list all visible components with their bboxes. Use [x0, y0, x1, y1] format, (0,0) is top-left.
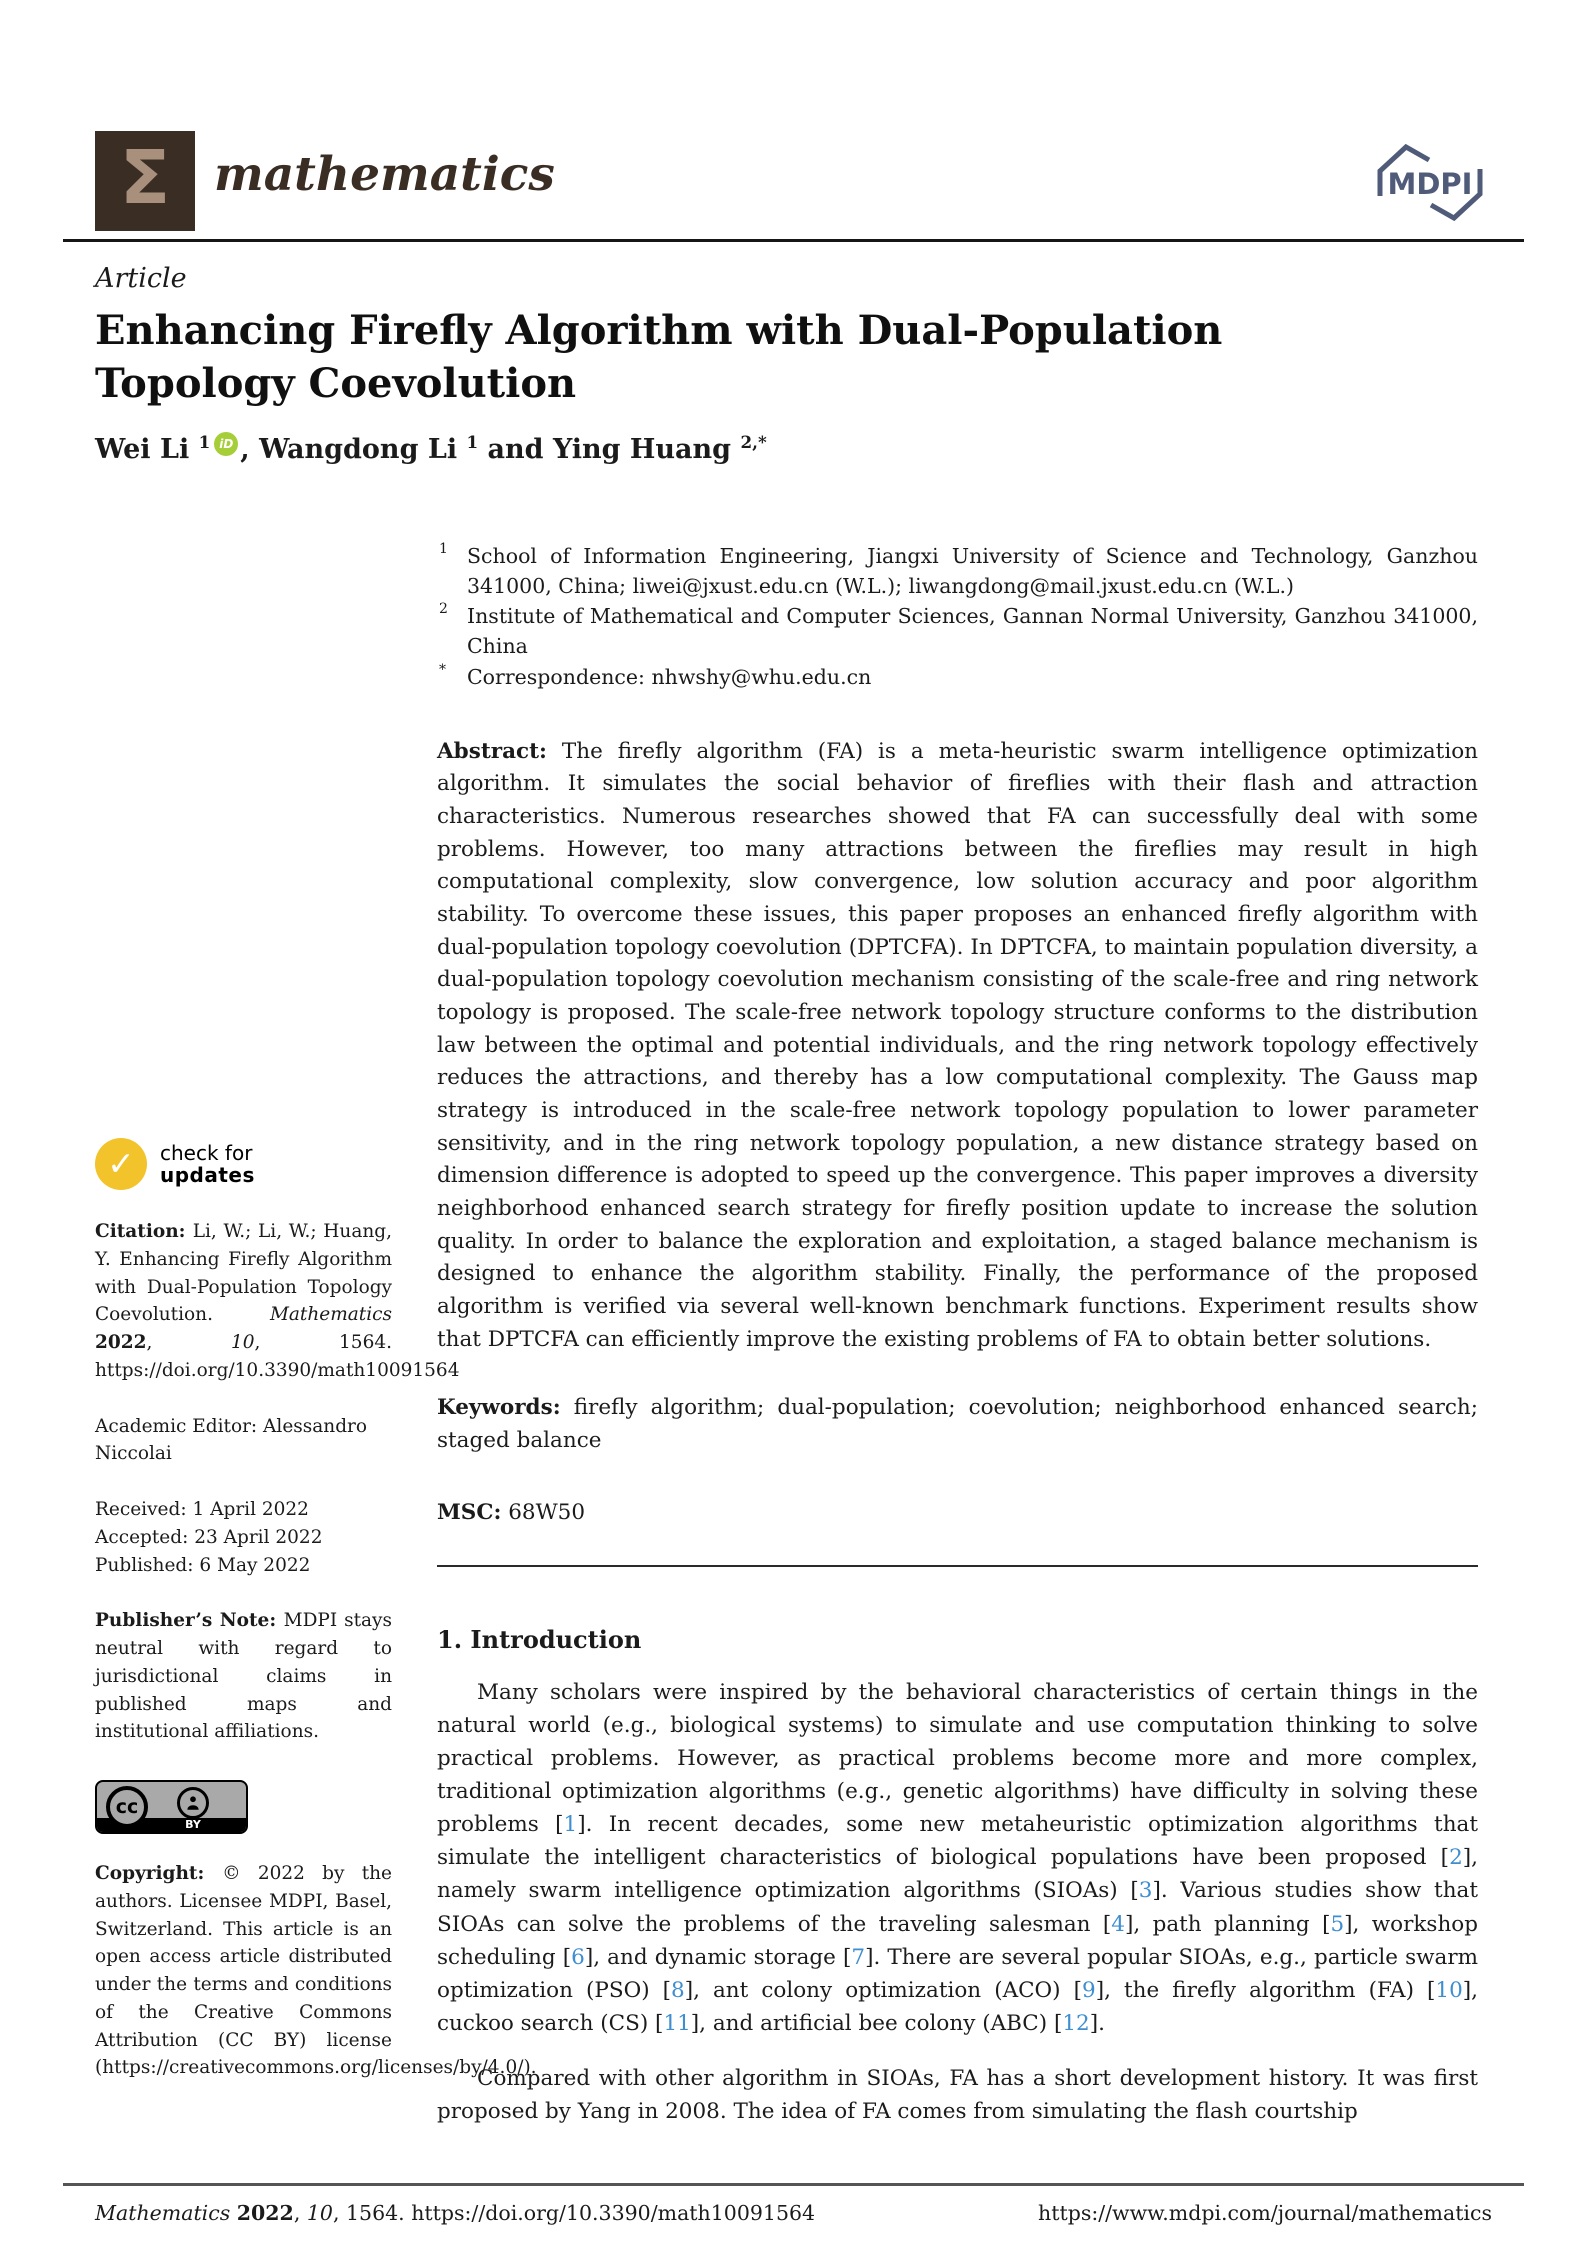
check-icon: ✓: [95, 1138, 147, 1190]
text-segment: 10: [306, 2201, 333, 2225]
text-segment: ,: [146, 1332, 231, 1353]
page-title: Enhancing Firefly Algorithm with Dual-Population Topology Coevolution: [95, 307, 1223, 407]
citation-ref[interactable]: 5: [1330, 1911, 1345, 1937]
text-segment: 10: [231, 1332, 255, 1353]
text-segment: ], path planning [: [1124, 1911, 1331, 1937]
text-segment: Publisher’s Note:: [95, 1610, 284, 1632]
by-label: BY: [185, 1818, 201, 1831]
publisher-note: [95, 1607, 392, 1746]
affiliation-text: Institute of Mathematical and Computer Sciences, Gannan Normal University, Ganzhou 341000, China: [467, 604, 1478, 659]
footer-journal-url: https://www.mdpi.com/journal/mathematics: [1038, 2201, 1492, 2225]
orcid-icon[interactable]: iD: [214, 432, 238, 456]
citation-note: [95, 1218, 460, 1385]
attribution-person-icon: [177, 1787, 209, 1819]
article-dates: [95, 1496, 392, 1579]
text-segment: Mathematics: [269, 1304, 392, 1326]
text-segment: 1: [466, 432, 479, 452]
affiliation-marker: 2: [439, 601, 448, 618]
affiliation-2: [437, 601, 1478, 661]
text-segment: Li, W.; Li, W.; Huang, Y. Enhancing Firefly Algorithm with Dual-Population Topology Coevolution.: [95, 1221, 392, 1326]
text-segment: © 2022 by the authors. Licensee MDPI, Basel, Switzerland. This article is an open access article distributed under the terms and conditions of the Creative Commons Attribution (CC BY) license (https://creativecommons.org/licenses/by/4.0/).: [95, 1863, 537, 2079]
affiliation-text: School of Information Engineering, Jiangxi University of Science and Technology, Ganzhou 341000, China; liwei@jxust.edu.cn (W.L.); liwangdong@mail.jxust.edu.cn (W.L.): [467, 544, 1478, 599]
citation-ref[interactable]: 1: [563, 1812, 578, 1838]
accepted-date: Accepted: 23 April 2022: [95, 1526, 323, 1548]
text-segment: Citation:: [95, 1221, 193, 1242]
sigma-icon: Σ: [119, 135, 171, 221]
text-segment: 2022: [95, 1332, 147, 1353]
mdpi-logo: [1375, 143, 1485, 227]
authors-line: [95, 432, 767, 465]
text-segment: ], namely swarm intelligence optimization algorithms (SIOAs) [: [437, 1845, 1478, 1904]
text-segment: MDPI stays neutral with regard to jurisdictional claims in published maps and institutional affiliations.: [95, 1610, 392, 1743]
received-date: Received: 1 April 2022: [95, 1499, 309, 1520]
footer-citation: [95, 2201, 815, 2225]
text-segment: Mathematics: [95, 2201, 237, 2225]
introduction-paragraph-1: [437, 1676, 1478, 2040]
citation-ref[interactable]: 3: [1138, 1878, 1153, 1904]
text-segment: ]. There are several popular SIOAs, e.g., particle swarm optimization (PSO) [: [437, 1944, 1478, 2003]
text-segment: , Wangdong Li: [240, 434, 467, 465]
text-segment: Many scholars were inspired by the behavioral characteristics of certain things in the natural world (e.g., biological systems) to simulate and use computation thinking to solve practical problems. However, as practical problems become more and more complex, traditional optimization algorithms (e.g., genetic algorithms) have difficulty in solving these problems [: [437, 1679, 1478, 1838]
main-column: [437, 541, 1478, 2128]
text-segment: ], workshop scheduling [: [437, 1911, 1479, 1970]
text-segment: ], cuckoo search (CS) [: [437, 1977, 1478, 2036]
text-segment: ], ant colony optimization (ACO) [: [684, 1977, 1083, 2003]
abstract: [437, 736, 1478, 1357]
text-segment: and Ying Huang: [478, 434, 741, 465]
text-segment: ]. In recent decades, some new metaheuristic optimization algorithms that simulate the intelligent characteristics of biological populations have been proposed [: [437, 1812, 1478, 1871]
text-segment: 2022: [236, 2201, 294, 2225]
citation-ref[interactable]: 7: [851, 1944, 866, 1970]
cc-icon: cc: [106, 1786, 148, 1828]
introduction-paragraph-2: Compared with other algorithm in SIOAs, FA has a short development history. It was first proposed by Yang in 2008. The idea of FA comes from simulating the flash courtship: [437, 2065, 1478, 2125]
text-segment: ], and dynamic storage [: [584, 1944, 852, 1970]
text-segment: Copyright:: [95, 1863, 223, 1884]
affiliation-1: [437, 541, 1478, 601]
check-for-updates-badge[interactable]: [95, 1138, 392, 1190]
abstract-label: Abstract:: [437, 738, 547, 764]
header-divider: [63, 239, 1524, 242]
updates-label: updates: [160, 1163, 255, 1187]
affiliation-text: Correspondence: nhwshy@whu.edu.cn: [467, 664, 872, 689]
mdpi-logo-text: MDPI: [1387, 167, 1473, 201]
citation-ref[interactable]: 2: [1449, 1845, 1463, 1871]
text-segment: 1: [198, 432, 211, 452]
citation-ref[interactable]: 9: [1082, 1977, 1096, 2003]
check-for-label: check for: [160, 1140, 253, 1165]
text-segment: , 1564. https://doi.org/10.3390/math10091564: [95, 1332, 460, 1381]
keywords: [437, 1392, 1478, 1457]
citation-ref[interactable]: 6: [571, 1944, 585, 1970]
affiliations: [437, 541, 1478, 692]
text-segment: ], the firefly algorithm (FA) [: [1095, 1977, 1436, 2003]
keywords-label: Keywords:: [437, 1395, 561, 1421]
introduction-heading: 1. Introduction: [437, 1624, 642, 1654]
copyright-note: [95, 1860, 537, 2082]
text-segment: Wei Li: [95, 434, 199, 465]
page-footer: [95, 2201, 1492, 2225]
text-segment: ].: [1089, 2010, 1105, 2036]
mathematics-logo: [95, 131, 195, 231]
journal-wordmark: mathematics: [214, 147, 555, 202]
msc-label: MSC:: [437, 1499, 502, 1525]
keywords-text: firefly algorithm; dual-population; coevolution; neighborhood enhanced search; staged balance: [437, 1395, 1478, 1454]
text-segment: , 1564. https://doi.org/10.3390/math10091564: [332, 2201, 816, 2225]
mdpi-hexagon-icon: [1375, 143, 1485, 223]
abstract-text: The firefly algorithm (FA) is a meta-heuristic swarm intelligence optimization algorithm. It simulates the social behavior of fireflies with their flash and attraction characteristics. Numerous researches showed that FA can successfully deal with some problems. However, too many attractions between the fireflies may result in high computational complexity, slow convergence, low solution accuracy and poor algorithm stability. To overcome these issues, this paper proposes an enhanced firefly algorithm with dual-population topology coevolution (DPTCFA). In DPTCFA, to maintain population diversity, a dual-population topology coevolution mechanism consisting of the scale-free and ring network topology is proposed. The scale-free network topology structure conforms to the distribution law between the optimal and potential individuals, and the ring network topology effectively reduces the attractions, and thereby has a low computational complexity. The Gauss map strategy is introduced in the scale-free network topology population to lower parameter sensitivity, and in the ring network topology population, a new distance strategy based on dimension difference is adopted to speed up the convergence. This paper improves a diversity neighborhood enhanced search strategy for firefly position update to increase the solution quality. In order to balance the exploration and exploitation, a staged balance mechanism is designed to enhance the algorithm stability. Finally, the performance of the proposed algorithm is verified via several well-known benchmark functions. Experiment results show that DPTCFA can efficiently improve the existing problems of FA to obtain better solutions.: [437, 738, 1478, 1352]
academic-editor: Academic Editor: Alessandro Niccolai: [95, 1415, 368, 1465]
citation-ref[interactable]: 8: [671, 1977, 685, 2003]
section-divider: [437, 1565, 1478, 1567]
affiliation-marker: 1: [439, 541, 448, 557]
text-segment: ,: [293, 2201, 307, 2225]
citation-ref[interactable]: 4: [1111, 1911, 1125, 1937]
footer-divider: [63, 2183, 1524, 2186]
citation-ref[interactable]: 11: [663, 2010, 691, 2036]
text-segment: 2,*: [740, 432, 767, 452]
affiliation-correspondence: [437, 662, 1478, 692]
cc-by-license-badge[interactable]: [95, 1780, 248, 1834]
msc-value: 68W50: [508, 1499, 586, 1525]
article-type-label: Article: [95, 263, 187, 294]
affiliation-marker: *: [439, 661, 446, 678]
text-segment: ], and artificial bee colony (ABC) [: [690, 2010, 1063, 2036]
citation-ref[interactable]: 12: [1062, 2010, 1090, 2036]
citation-ref[interactable]: 10: [1435, 1977, 1463, 2003]
check-for-updates-label: [160, 1142, 255, 1187]
msc: [437, 1500, 1478, 1525]
published-date: Published: 6 May 2022: [95, 1554, 311, 1576]
text-segment: ]. Various studies show that SIOAs can solve the problems of the traveling salesman [: [437, 1878, 1479, 1937]
